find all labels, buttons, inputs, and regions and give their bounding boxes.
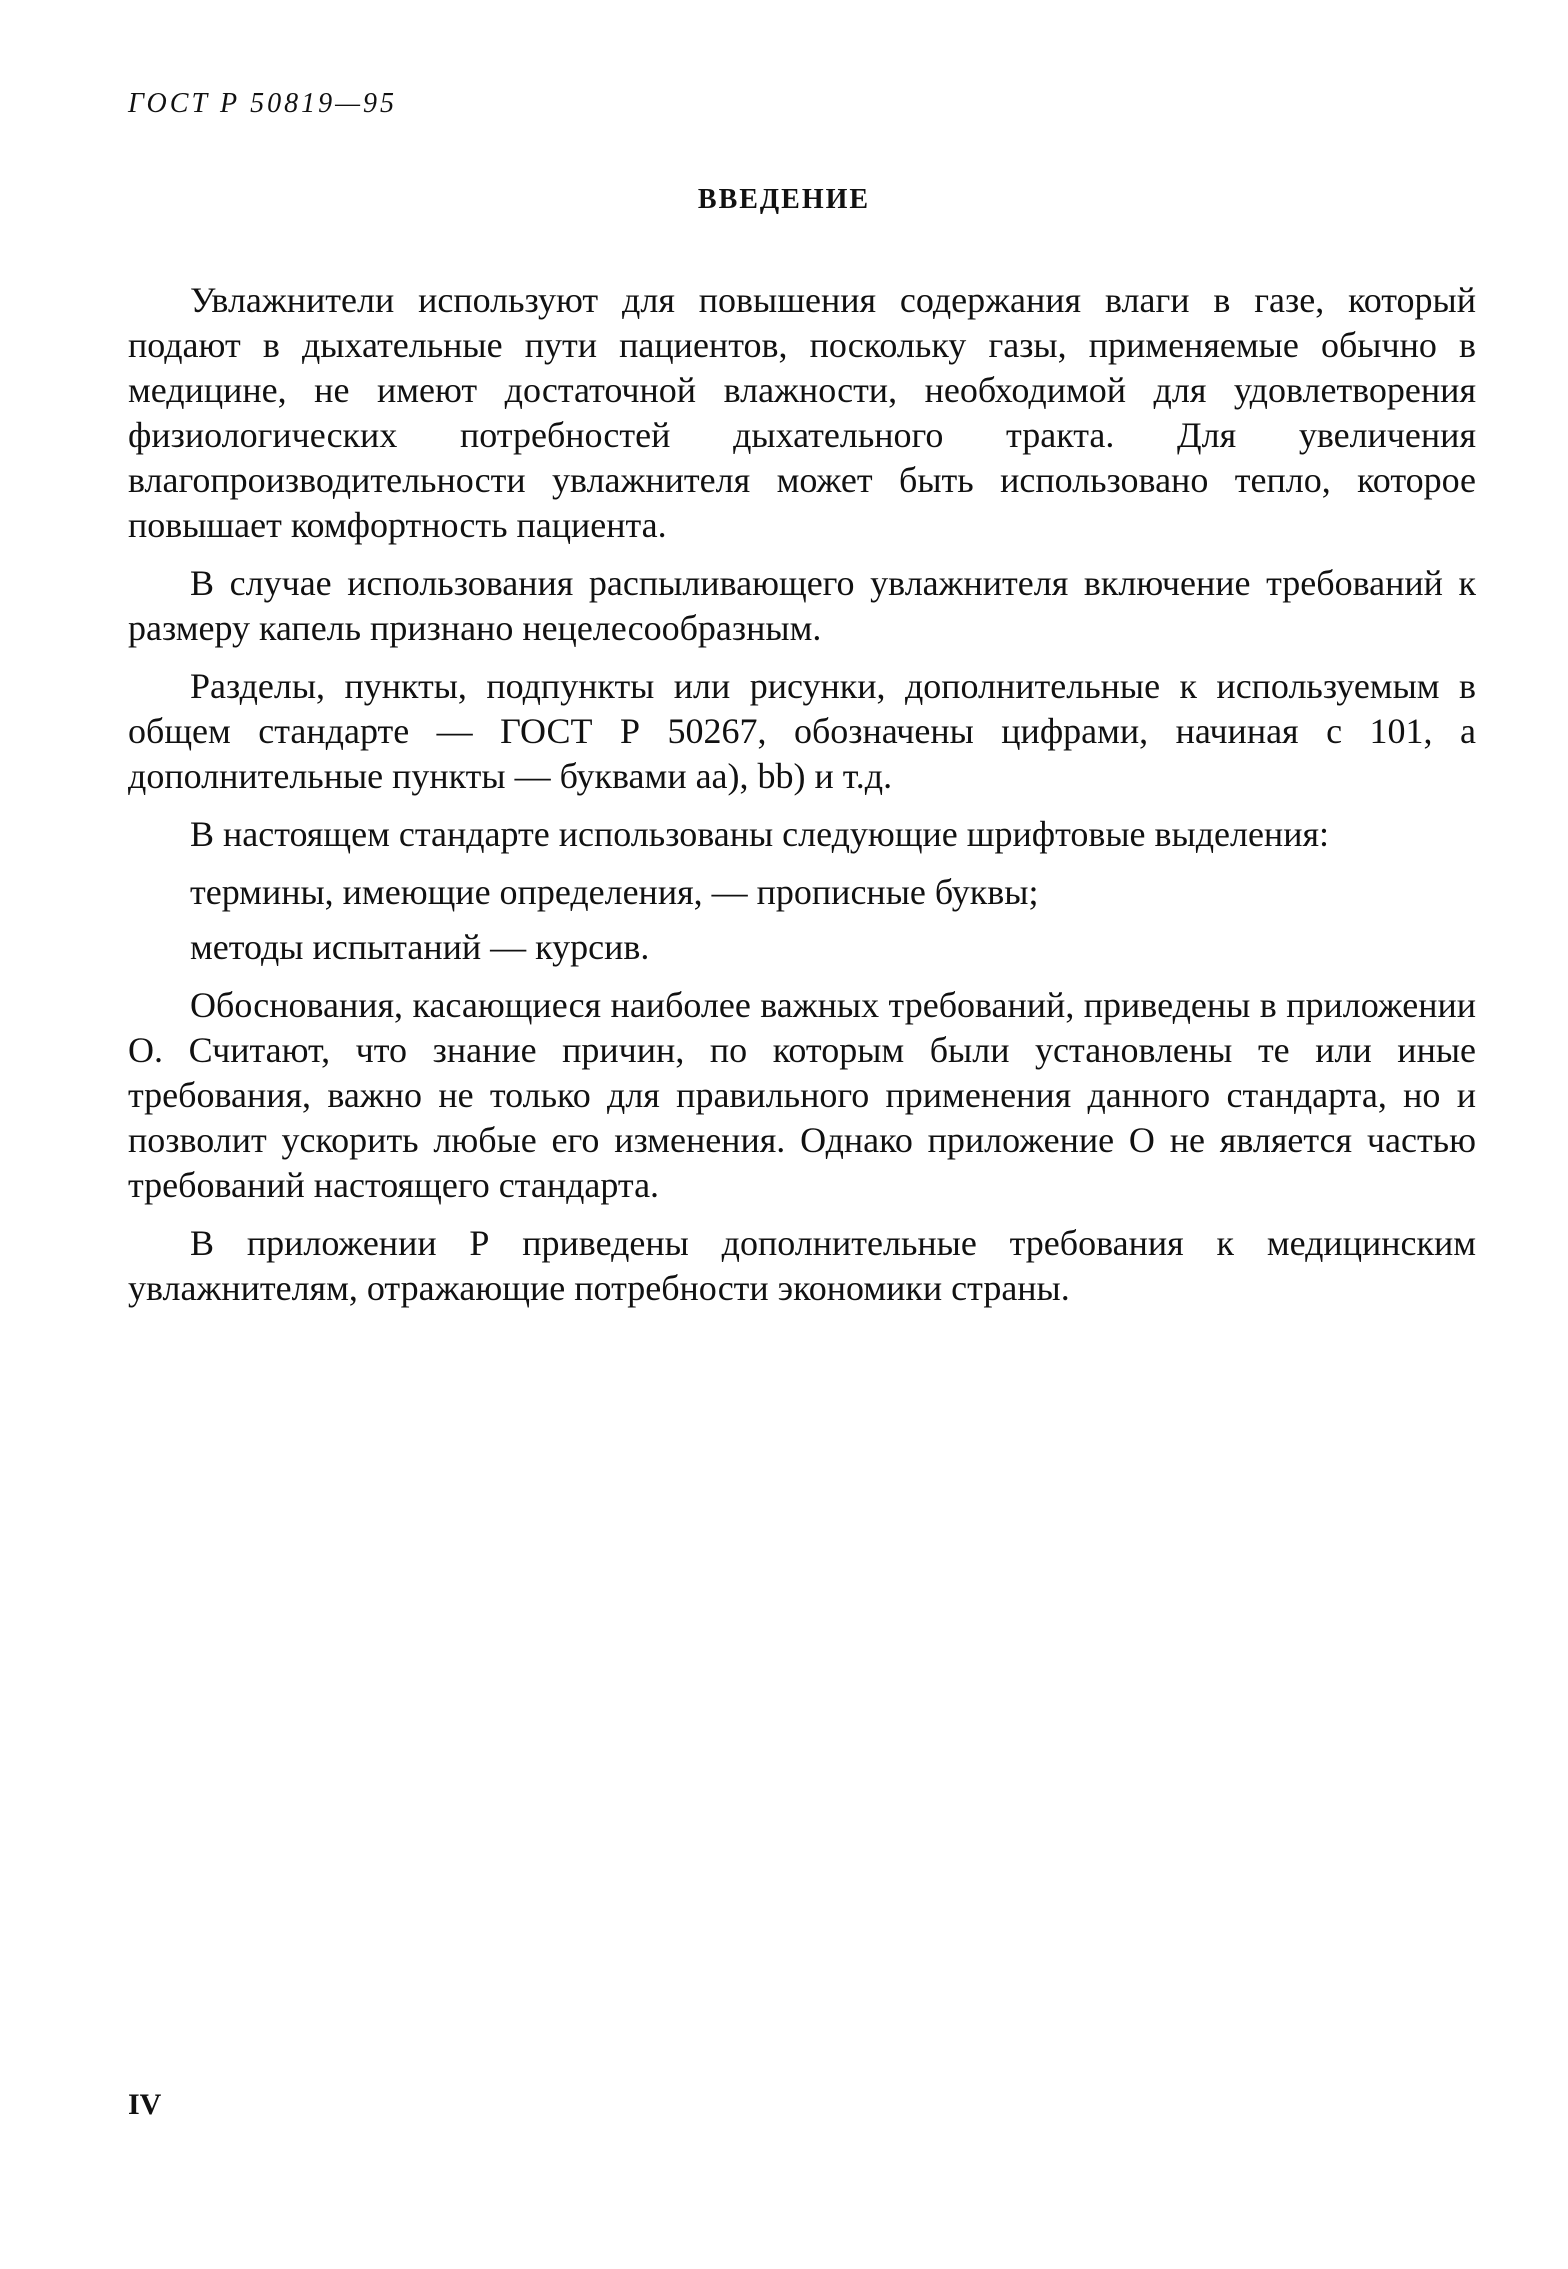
paragraph-numbering: Разделы, пункты, подпункты или рисунки, дополнительные к используемым в общем стандарте — ГОСТ Р 50267, обозначены цифрами, начиная с 101, а дополнительные пункты — буквами аа), bb) и т.д.: [128, 666, 1476, 796]
body-text: [128, 278, 1476, 1324]
paragraph-typography-intro: В настоящем стандарте использованы следующие шрифтовые выделения:: [190, 814, 1330, 854]
page-header-standard-id: ГОСТ Р 50819—95: [128, 88, 398, 119]
paragraph-purpose: Увлажнители используют для повышения содержания влаги в газе, который подают в дыхательные пути пациентов, поскольку газы, применяемые обычно в медицине, не имеют достаточной влажности, необходимой для удовлетворения физиологических потребностей дыхательного тракта. Для увеличения влагопроизводительности увлажнителя может быть использовано тепло, которое повышает комфортность пациента.: [128, 280, 1476, 545]
paragraph-droplet-size: В случае использования распыливающего увлажнителя включение требований к размеру капель признано нецелесообразным.: [128, 563, 1476, 648]
page-number: IV: [128, 2088, 162, 2121]
paragraph-rationale: Обоснования, касающиеся наиболее важных требований, приведены в приложении О. Считают, что знание причин, по которым были установлены те или иные требования, важно не только для правильного применения данного стандарта, но и позволит ускорить любые его изменения. Однако приложение О не является частью требований настоящего стандарта.: [128, 985, 1476, 1205]
list-item-test-methods: методы испытаний — курсив.: [190, 927, 650, 967]
list-item-terms: термины, имеющие определения, — прописные буквы;: [190, 872, 1039, 912]
section-title: ВВЕДЕНИЕ: [697, 184, 871, 215]
paragraph-annex-p: В приложении Р приведены дополнительные требования к медицинским увлажнителям, отражающие потребности экономики страны.: [128, 1223, 1476, 1308]
